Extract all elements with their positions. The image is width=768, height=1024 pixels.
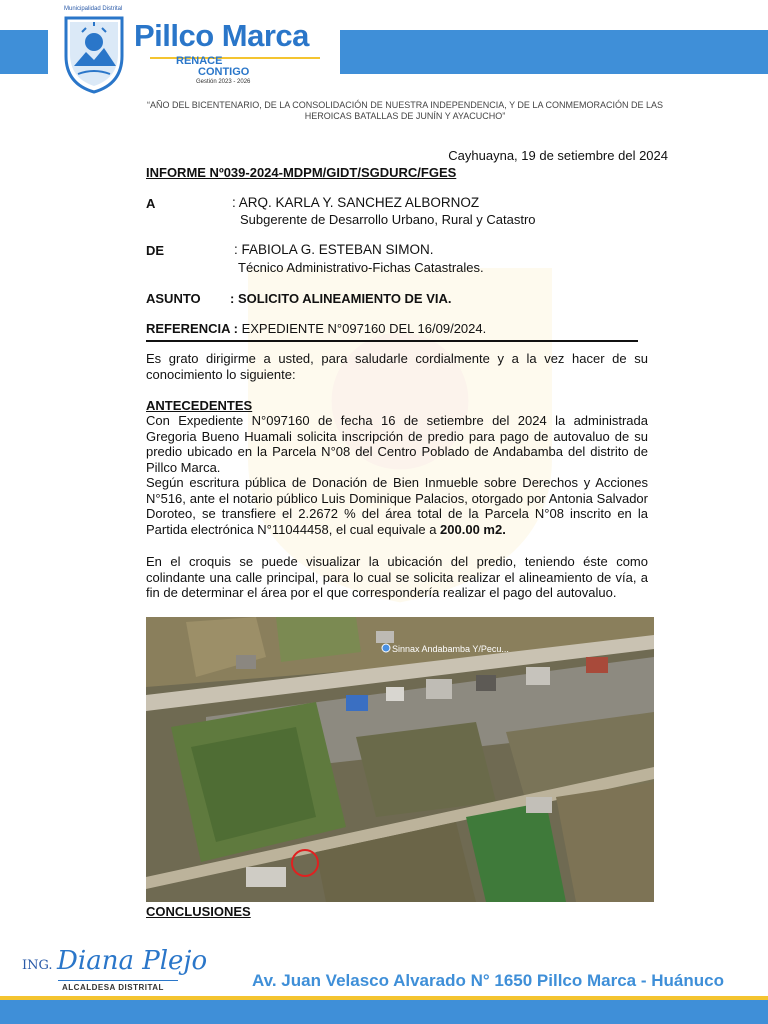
header-band-left <box>0 30 48 74</box>
reference-label: REFERENCIA : <box>146 321 238 336</box>
signature-role: ALCALDESA DISTRITAL <box>62 983 164 992</box>
subject-label: ASUNTO <box>146 291 201 306</box>
footer-address: Av. Juan Velasco Alvarado N° 1650 Pillco Marca - Huánuco <box>252 971 724 990</box>
header-band-right <box>340 30 768 74</box>
antecedentes-paragraph-1: Con Expediente N°097160 de fecha 16 de setiembre del 2024 la administrada Gregoria Bueno Huamali solicita inscripción de predio para pago de autovaluo de su predio ubicado en la Parcela N°08 del Centro Poblado de Andabamba del distrito de Pillco Marca. <box>146 413 648 475</box>
satellite-overlay <box>146 617 654 902</box>
year-motto: “AÑO DEL BICENTENARIO, DE LA CONSOLIDACIÓN DE NUESTRA INDEPENDENCIA, Y DE LA CONMEMORACIÓN DE LAS HEROICAS BATALLAS DE JUNÍN Y AYACUCHO” <box>147 100 663 121</box>
reference-line <box>146 321 486 337</box>
area-value: 200.00 m2. <box>440 521 506 537</box>
map-place-label: Sinnax Andabamba Y/Pecu... <box>392 644 509 654</box>
from-name: : FABIOLA G. ESTEBAN SIMON. <box>234 242 434 257</box>
place-date: Cayhuayna, 19 de setiembre del 2024 <box>448 148 668 163</box>
informe-number: INFORME Nº039-2024-MDPM/GIDT/SGDURC/FGES <box>146 165 457 180</box>
municipality-small-label: Municipalidad Distrital <box>64 6 123 12</box>
antecedentes-paragraph-2 <box>146 475 648 537</box>
signature-prefix: ING. <box>22 958 53 973</box>
slogan-renace: RENACE <box>176 55 223 67</box>
croquis-paragraph: En el croquis se puede visualizar la ubicación del predio, teniendo éste como colindante una calle principal, para lo cual se solicita realizar el alineamiento de vía, a fin de determinar el área por el que correspondería realizar el pago del autovaluo. <box>146 554 648 600</box>
brand-name: Pillco Marca <box>134 18 309 53</box>
antecedentes-heading: ANTECEDENTES <box>146 398 253 413</box>
signature-name: Diana Plejo <box>57 946 208 976</box>
municipal-emblem-icon <box>58 8 130 94</box>
subject-text: : SOLICITO ALINEAMIENTO DE VIA. <box>230 291 452 306</box>
reference-text: EXPEDIENTE N°097160 DEL 16/09/2024. <box>237 321 487 336</box>
conclusiones-heading: CONCLUSIONES <box>146 904 251 919</box>
to-name: : ARQ. KARLA Y. SANCHEZ ALBORNOZ <box>232 195 480 210</box>
to-label: A <box>146 196 156 211</box>
greeting-paragraph: Es grato dirigirme a usted, para saludarle cordialmente y a la vez hacer de su conocimiento lo siguiente: <box>146 351 648 382</box>
to-title: Subgerente de Desarrollo Urbano, Rural y Catastro <box>240 212 536 227</box>
mayor-signature <box>22 946 207 976</box>
term-label: Gestión 2023 - 2026 <box>196 79 251 85</box>
slogan-contigo: CONTIGO <box>198 66 250 78</box>
antecedentes-paragraph-2-text: Según escritura pública de Donación de Bien Inmueble sobre Derechos y Acciones N°516, ante el notario público Luis Dominique Palacios, otorgado por Antonia Salvador Doroteo, se transfiere el 2.2672 % del área total de la Parcela N°08 inscrito en la Partida electrónica N°11044458, el cual equivale a <box>146 475 648 537</box>
from-title: Técnico Administrativo-Fichas Catastrales. <box>238 260 484 275</box>
signature-underline <box>58 980 178 981</box>
from-label: DE <box>146 243 165 258</box>
header-divider <box>146 340 638 342</box>
footer-blue-band <box>0 1000 768 1024</box>
